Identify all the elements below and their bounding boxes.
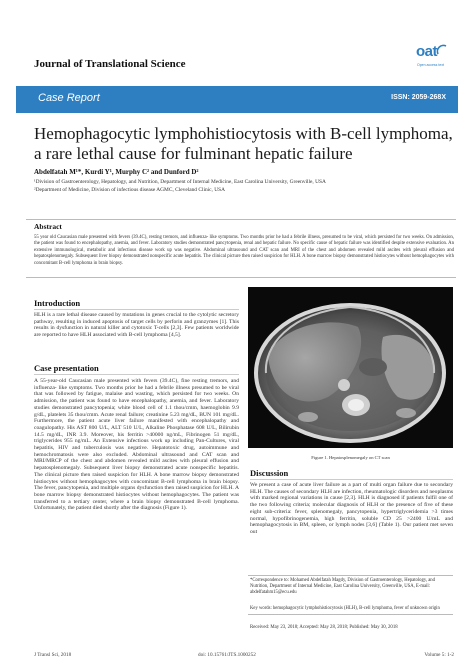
ct-scan-figure [248,287,453,448]
introduction-divider [34,309,239,310]
discussion-heading: Discussion [250,468,289,478]
case-heading: Case presentation [34,363,99,373]
correspondence-text: *Correspondence to: Mohamed Abdelfatah Magdy, Division of Gastroenterology, Hepatology, and Nutrition, Department of Internal Medicine, East Carolina University, Greenville, USA, E-mail: abdelfatahm15@ecu.edu [250,578,435,595]
discussion-divider [250,479,453,480]
article-dates: Received: May 23, 2018; Accepted: May 28, 2018; Published: May 30, 2018 [250,625,398,630]
authors: Abdelfatah M¹*, Kurdi Y¹, Murphy C² and Dunford D² [34,168,199,176]
abstract-divider [26,277,456,278]
article-type: Case Report [38,92,100,104]
article-title: Hemophagocytic lymphohistiocytosis with B-cell lymphoma, a rare lethal cause for fulminant hepatic failure [34,124,453,163]
oat-logo: oat [416,43,437,60]
footer-citation: J Transl Sci, 2018 [34,652,72,658]
case-divider [34,374,239,375]
journal-title: Journal of Translational Science [34,58,186,70]
figure-caption: Figure 1. Hepatosplenomegaly on CT scan [311,455,390,460]
abstract-heading: Abstract [34,222,62,231]
footer-volume: Volume 5: 1-2 [424,652,454,658]
footer-doi: doi: 10.15761/JTS.1000252 [198,652,256,658]
introduction-heading: Introduction [34,298,81,308]
keywords: Key words: hemophagocytic lymphohistiocytosis (HLH), B-cell lymphoma, fever of unknown origin [250,606,440,611]
oat-logo-tagline: Open access text [417,63,445,67]
introduction-text: HLH is a rare lethal disease caused by mutations in genes crucial to the cytolytic secretory pathway, resulting in induced apoptosis of target cells by perforin and granzymes [1]. This results in dysfunction in natural killer and cytotoxic T-cells [2,3]. Few patients worldwide are reported to have HLH associated with B-cell lymphoma [4,5]. [34,312,239,339]
case-text: A 55-year-old Caucasian male presented with fevers (39.4C), fine resting tremors, and influenza- like symptoms. Two months prior he had a febrile illness presumed to be viral that was followed by fatigue, malaise and wasting, which persisted for two weeks. On admission, the patient was found to have encephalopathy, anemia, and fever. Laboratory studies demonstrated pancytopenia; white blood cell of 1.1 thou/cmm, haemoglobin 9.9 g/dL, platelets 35 thou/cmm. Acute renal failure; creatinine 5.23 mg/dL, BUN 101 mg/dL. Furthermore, the patient acute liver failure manifested with encephalopathy and coagulopathy. His AST 800 U/L, ALT 510 U/L, Alkaline Phosphatase 608 U/L, Bilirubin 14.5 mg/dL, INR 3.9. Moreover, his ferritin >40000 ng/mL, Fibrinogen 51 mg/dL, triglycerides 955 ng/mL. An Extensive infectious work up including Pan-Cultures, viral hepatitis, HIV and tuberculosis was negative. Hepatotoxic drug, autoimmune and hemochromatosis were also excluded. Abdominal ultrasound and CAT scan and MRI/MRCP of the chest and abdomen revealed mild ascites with pleural effusion and hepatosplenomegaly. Subsequent liver biopsy demonstrated acute nonspecific hepatitis. The clinical picture then raised suspicion for HLH. A bone marrow biopsy demonstrated histiocytes without hemophagocytes with concomitant B-cell lymphoma in brain biopsy. The fever, pancytopenia, and multiple organs dysfunction then raised suspicion for HLH. A bone marrow biopsy demonstrated histiocytes without hemophagocytes. The patient was transferred to a tertiary center, where a brain biopsy demonstrated B-cell lymphoma. Unfortunately, the patient died shortly after the diagnosis (Figure 1). [34,378,239,512]
article-type-banner [16,86,458,113]
ct-scan-image [248,287,453,448]
affiliation-2: ²Department of Medicine, Division of infectious disease AGMC, Cleveland Clinic, USA [34,187,226,193]
abstract-text: 55 year old Caucasian male presented with fevers (39.4C), resting tremors, and influenza- like symptoms. Two months prior he had a febrile illness, presumed to be viral, which persisted for two weeks. On admission, the patient was found to encephalopathy, anemia, and fever. Laboratory studies demonstrated pancytopenia, renal and hepatic failure. No specific cause of hepatic failure was identified despite extensive evaluation. An extensive immunological, metabolic and infectious disease work up was negative. Abdominal ultrasound and CAT scan and MRI of the chest and abdomen revealed mild ascites with pleural effusion and hepatosplenomegaly. Subsequent liver biopsy demonstrated nonspecific acute hepatitis. The clinical picture then raised suspicion for HLH. A bone marrow biopsy demonstrated histiocytes without hemophagocytes with concomitant B-cell lymphoma in brain biopsy. [34,235,454,266]
discussion-text: We present a case of acute liver failure as a part of multi organ failure due to secondary HLH. The causes of secondary HLH are infection, rheumatologic disorders and neoplasms with marked regional variations in cause [2,3]. HLH is diagnosed if patients fulfil one of the two following criteria; molecular diagnosis of HLH or the presence of five of these eight sub-criteria: fever, splenomegaly, pancytopenia, hypertriglyceridemia >3 times normal, hypofibrinogenemia, high ferritin, soluble CD 25 >2400 U/mL and hemophagocytosis in BM, spleen, or lymph nodes [3,6] (Table 1). Our patient met seven out [250,482,453,535]
oat-logo-arc-icon [436,44,448,56]
affiliation-1: ¹Division of Gastroenterology, Hepatology, and Nutrition, Department of Internal Medicine, East Carolina University, Greenville, USA [34,179,326,185]
issn: ISSN: 2059-268X [391,94,446,101]
